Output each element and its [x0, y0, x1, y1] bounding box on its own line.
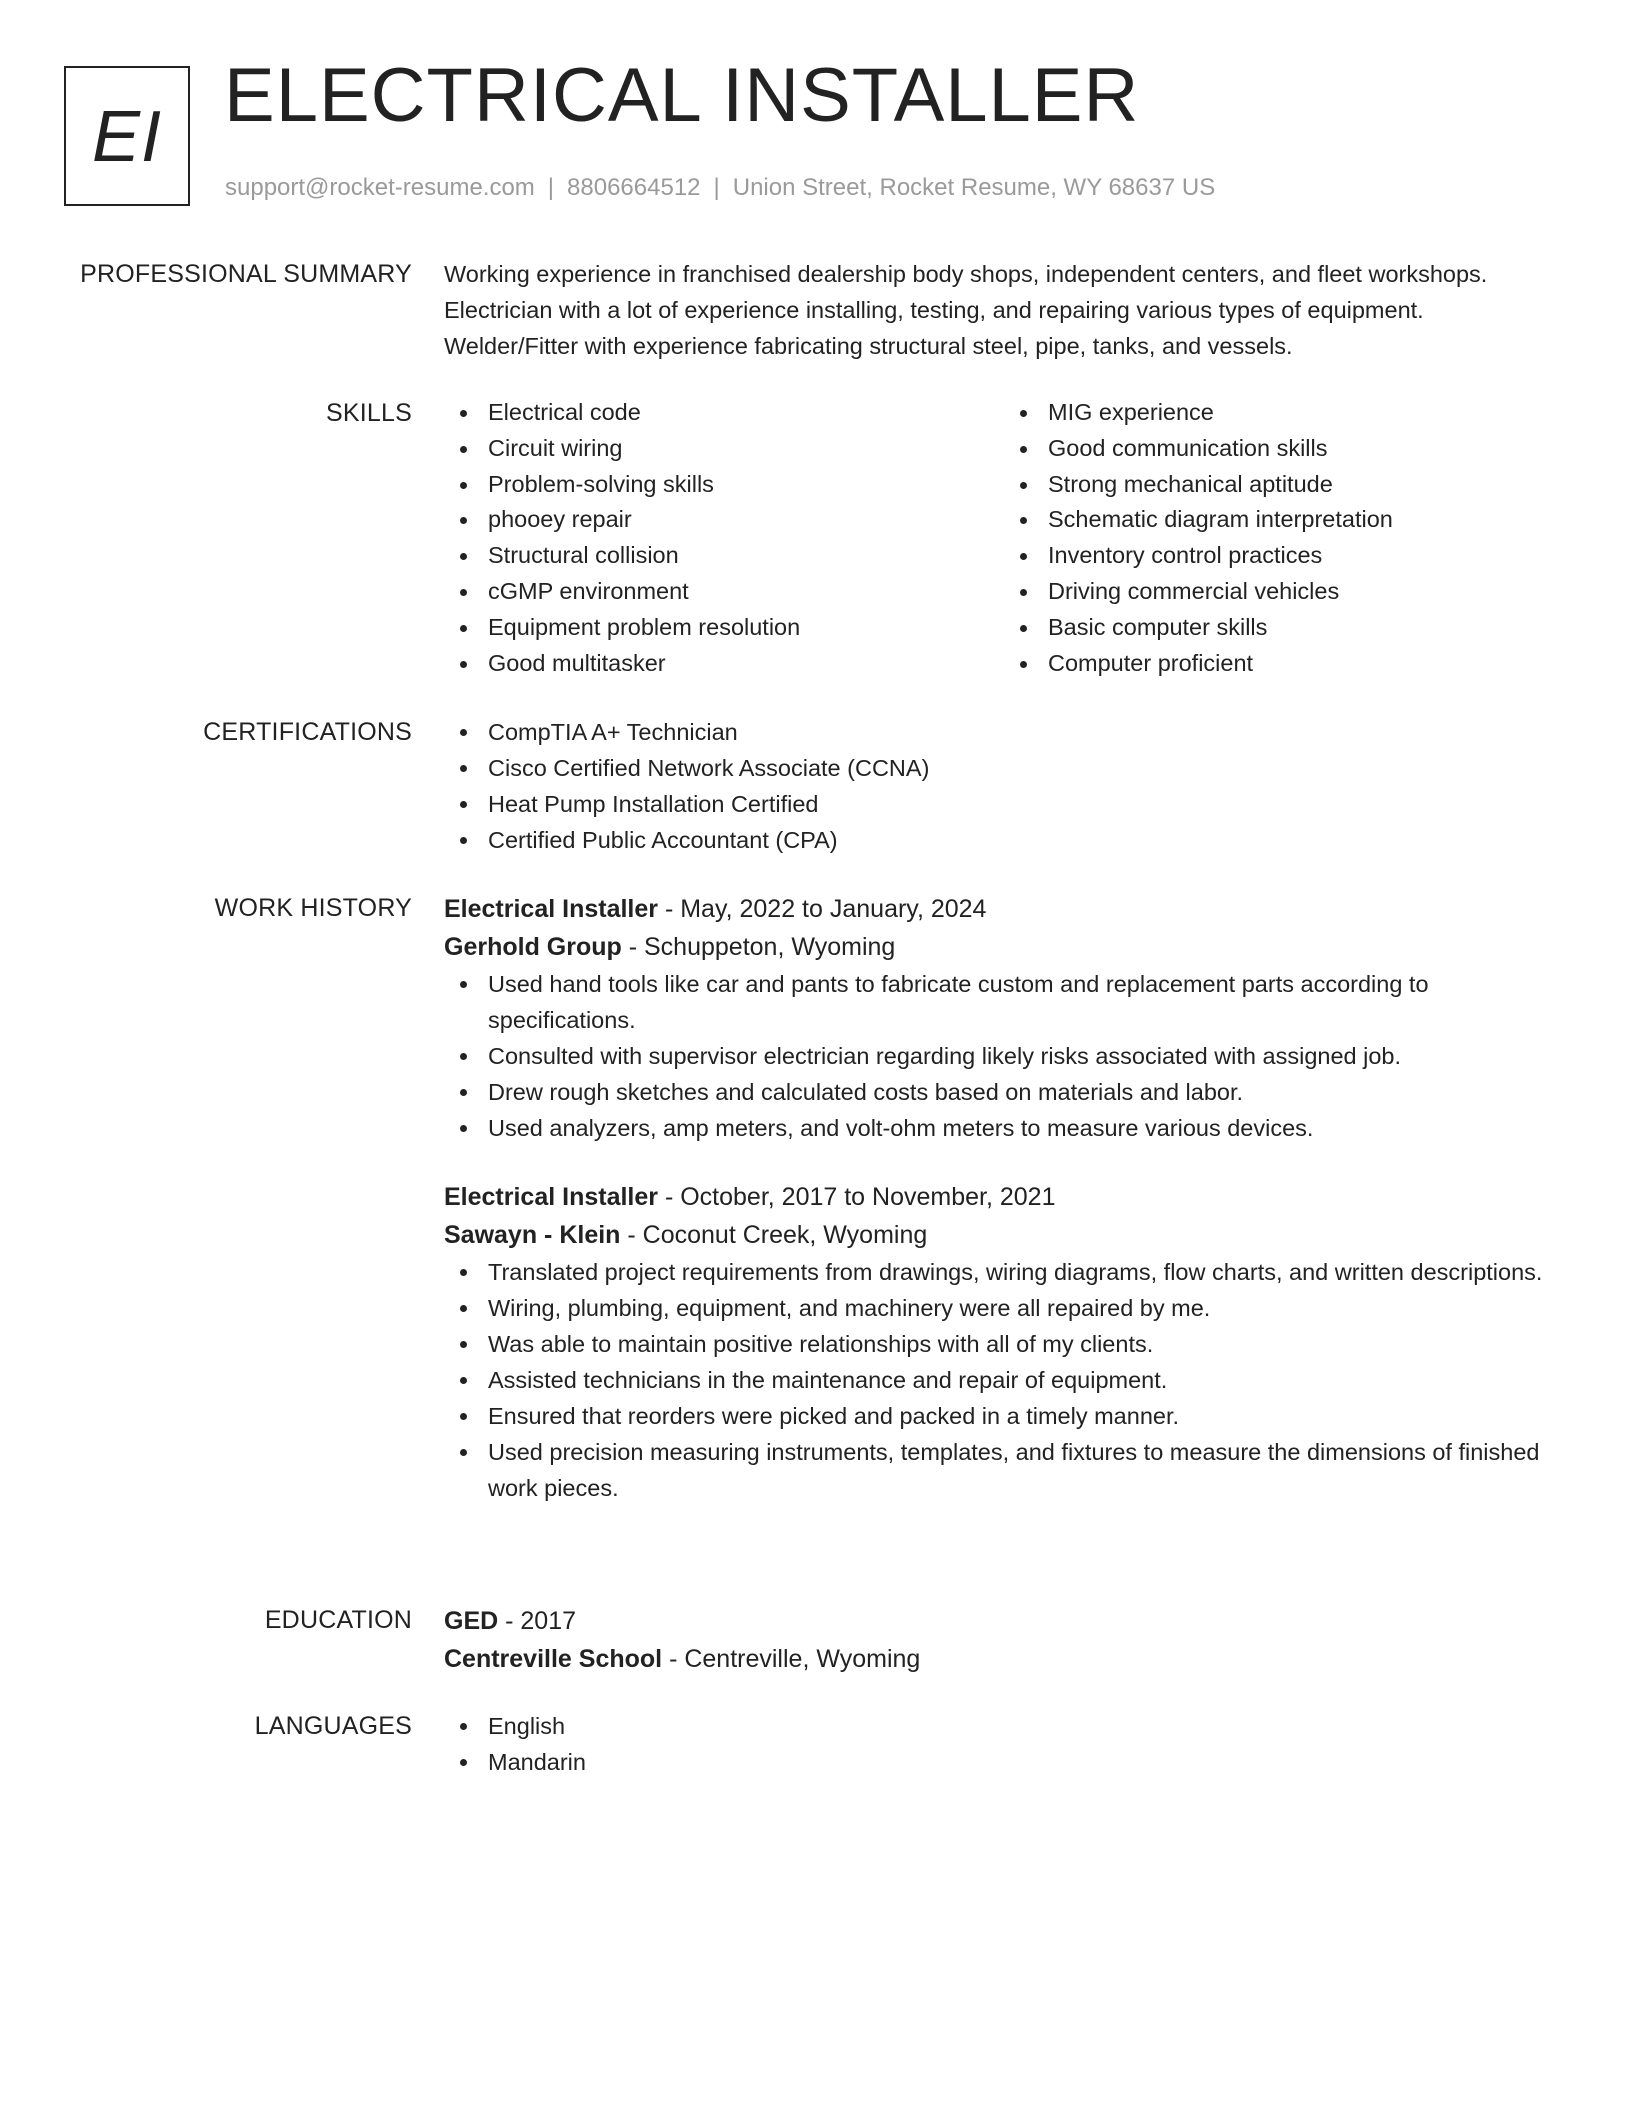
- certification-item: CompTIA A+ Technician: [488, 714, 1564, 750]
- skills-list-right: [1004, 395, 1564, 681]
- monogram-box: [64, 66, 190, 206]
- section-label-skills: SKILLS: [326, 399, 412, 427]
- contact-email[interactable]: support@rocket-resume.com: [225, 174, 535, 201]
- contact-separator: |: [547, 174, 555, 201]
- contact-line: [225, 176, 1215, 200]
- language-item: English: [488, 1708, 1564, 1744]
- education-degree-line: [444, 1602, 1564, 1640]
- skill-item: MIG experience: [1048, 395, 1564, 431]
- certification-item: Cisco Certified Network Associate (CCNA): [488, 750, 1564, 786]
- skill-item: Electrical code: [488, 395, 1004, 431]
- job-title-line: [444, 890, 1564, 928]
- page-title: ELECTRICAL INSTALLER: [224, 53, 1140, 138]
- skill-item: Circuit wiring: [488, 431, 1004, 467]
- skill-item: Equipment problem resolution: [488, 610, 1004, 646]
- education-year: - 2017: [498, 1607, 577, 1635]
- skill-item: Inventory control practices: [1048, 538, 1564, 574]
- certification-item: Heat Pump Installation Certified: [488, 786, 1564, 822]
- education-body: [444, 1602, 1564, 1678]
- job-dates: - May, 2022 to January, 2024: [658, 895, 987, 923]
- job-company: Gerhold Group: [444, 933, 622, 961]
- skill-item: Basic computer skills: [1048, 610, 1564, 646]
- job-duty-item: Assisted technicians in the maintenance and repair of equipment.: [488, 1362, 1564, 1398]
- job-entry: [444, 890, 1564, 1146]
- education-school: Centreville School: [444, 1645, 663, 1673]
- skill-item: Computer proficient: [1048, 646, 1564, 682]
- section-label-certifications: CERTIFICATIONS: [203, 718, 412, 746]
- job-duty-item: Drew rough sketches and calculated costs based on materials and labor.: [488, 1074, 1564, 1110]
- job-duty-item: Ensured that reorders were picked and packed in a timely manner.: [488, 1398, 1564, 1434]
- contact-address: Union Street, Rocket Resume, WY 68637 US: [732, 174, 1216, 201]
- job-duty-item: Consulted with supervisor electrician regarding likely risks associated with assigned job.: [488, 1038, 1564, 1074]
- skills-list-left: [444, 395, 1004, 681]
- skills-columns: [444, 395, 1564, 681]
- languages-list: [444, 1708, 1564, 1780]
- monogram-initials: EI: [91, 97, 163, 177]
- section-label-work-history: WORK HISTORY: [214, 894, 412, 922]
- job-company-line: [444, 1216, 1564, 1254]
- languages-body: [444, 1708, 1564, 1780]
- section-label-summary: PROFESSIONAL SUMMARY: [80, 260, 412, 288]
- contact-separator: |: [713, 174, 720, 201]
- job-duty-item: Was able to maintain positive relationships with all of my clients.: [488, 1326, 1564, 1362]
- education-school-line: [444, 1640, 1564, 1678]
- skill-item: phooey repair: [488, 502, 1004, 538]
- skill-item: Schematic diagram interpretation: [1048, 502, 1564, 538]
- job-dates: - October, 2017 to November, 2021: [658, 1183, 1056, 1211]
- summary-line: Working experience in franchised dealership body shops, independent centers, and fleet workshops.: [444, 261, 1488, 287]
- skill-item: Strong mechanical aptitude: [1048, 467, 1564, 503]
- contact-phone[interactable]: 8806664512: [567, 174, 701, 201]
- job-entry: [444, 1178, 1564, 1506]
- job-duty-item: Wiring, plumbing, equipment, and machinery were all repaired by me.: [488, 1290, 1564, 1326]
- skill-item: cGMP environment: [488, 574, 1004, 610]
- summary-line: Electrician with a lot of experience installing, testing, and repairing various types of equipment.: [444, 297, 1424, 323]
- job-company-line: [444, 928, 1564, 966]
- skill-item: Good communication skills: [1048, 431, 1564, 467]
- job-company: Sawayn - Klein: [444, 1221, 621, 1249]
- job-duty-item: Used hand tools like car and pants to fabricate custom and replacement parts according to specifications.: [488, 966, 1564, 1038]
- education-degree: GED: [444, 1607, 499, 1635]
- job-title: Electrical Installer: [444, 895, 659, 923]
- skill-item: Driving commercial vehicles: [1048, 574, 1564, 610]
- summary-text: [444, 256, 1564, 364]
- section-label-languages: LANGUAGES: [254, 1712, 412, 1740]
- job-title-line: [444, 1178, 1564, 1216]
- job-duty-item: Used precision measuring instruments, templates, and fixtures to measure the dimensions of finished work pieces.: [488, 1434, 1564, 1506]
- skill-item: Problem-solving skills: [488, 467, 1004, 503]
- education-location: - Centreville, Wyoming: [662, 1645, 921, 1673]
- job-duties-list: [444, 966, 1564, 1146]
- job-location: - Schuppeton, Wyoming: [621, 933, 896, 961]
- section-label-education: EDUCATION: [264, 1606, 412, 1634]
- summary-line: Welder/Fitter with experience fabricating structural steel, pipe, tanks, and vessels.: [444, 333, 1293, 359]
- job-duty-item: Translated project requirements from drawings, wiring diagrams, flow charts, and written descriptions.: [488, 1254, 1564, 1290]
- certifications-body: [444, 714, 1564, 858]
- certification-item: Certified Public Accountant (CPA): [488, 822, 1564, 858]
- skill-item: Good multitasker: [488, 646, 1004, 682]
- skill-item: Structural collision: [488, 538, 1004, 574]
- job-title: Electrical Installer: [444, 1183, 659, 1211]
- language-item: Mandarin: [488, 1744, 1564, 1780]
- job-duty-item: Used analyzers, amp meters, and volt-ohm meters to measure various devices.: [488, 1110, 1564, 1146]
- certifications-list: [444, 714, 1564, 858]
- work-history-body: [444, 890, 1564, 1506]
- job-duties-list: [444, 1254, 1564, 1506]
- job-location: - Coconut Creek, Wyoming: [620, 1221, 928, 1249]
